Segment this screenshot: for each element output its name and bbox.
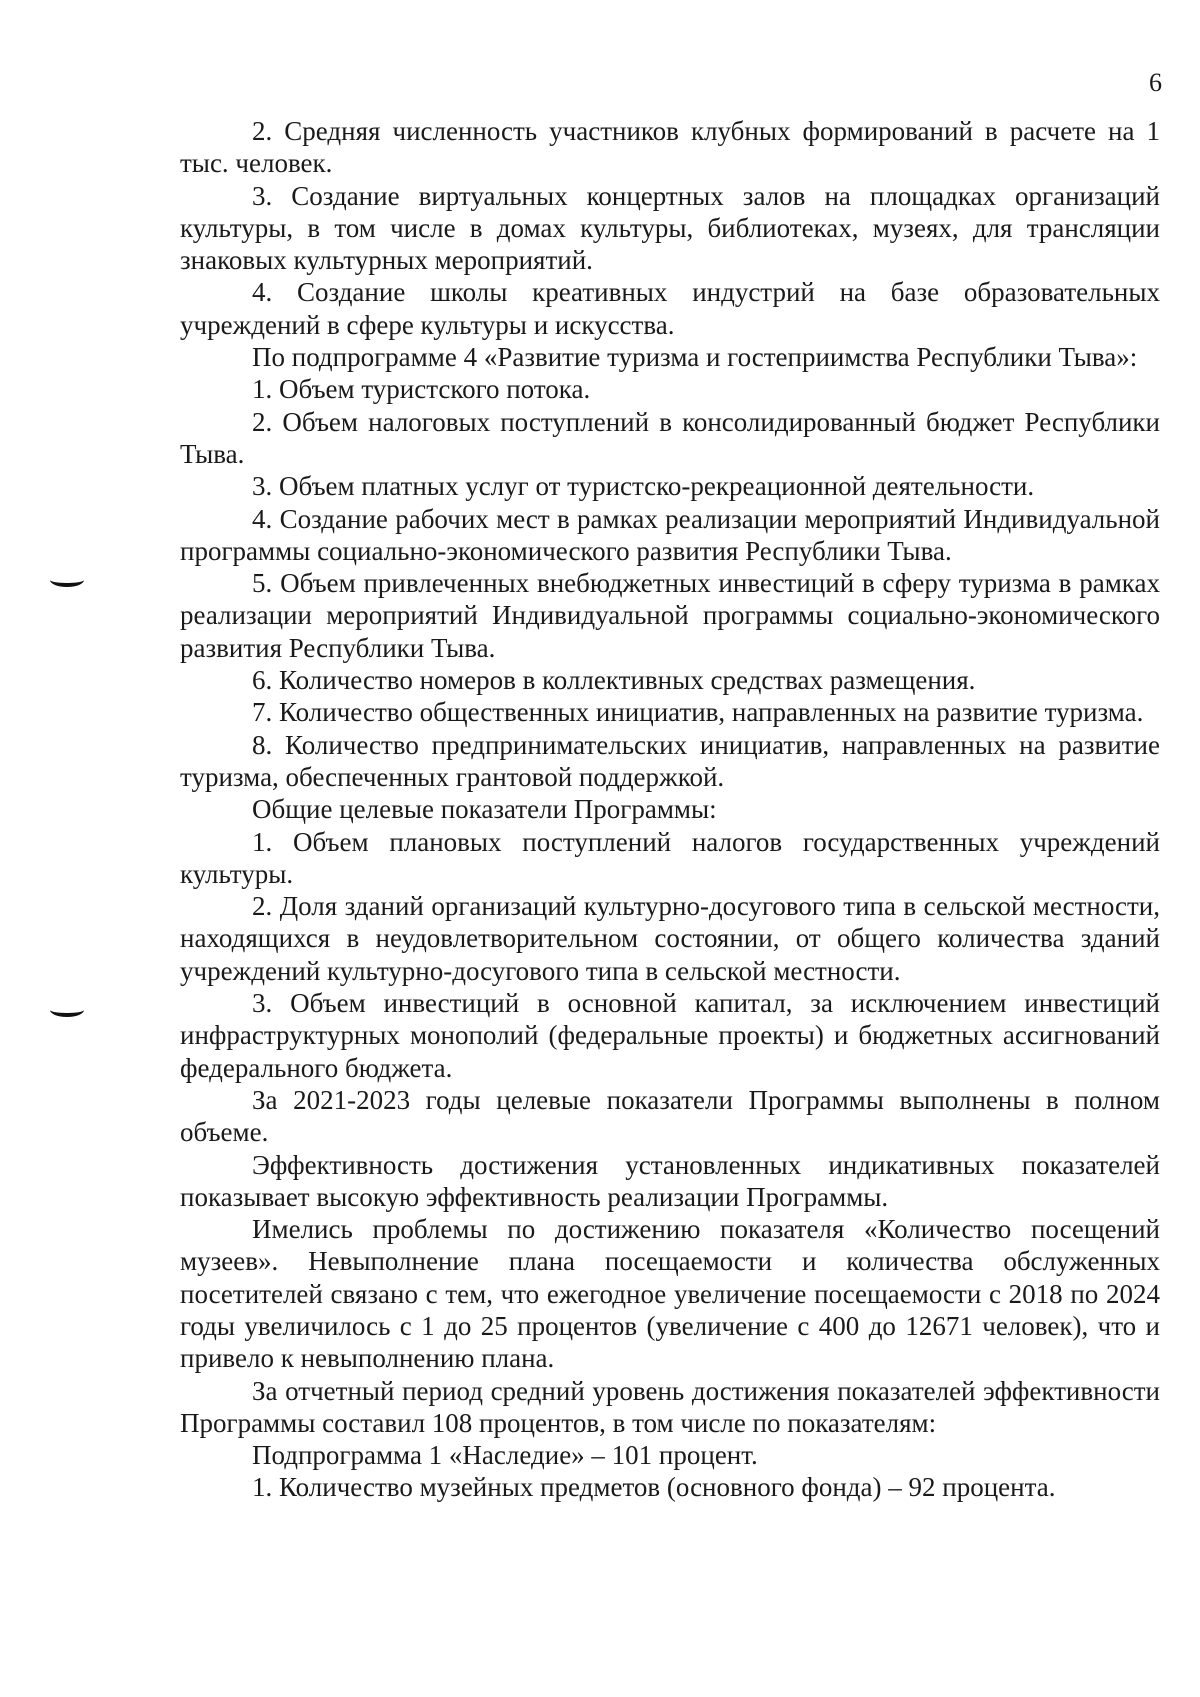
paragraph: Имелись проблемы по достижению показателя «Количество посещений музеев». Невыполнение плана посещаемости и количества обслуженных посетителей связано с тем, что ежегодное увеличение посещаемости с 2018 по 2024 годы увеличилось с 1 до 25 процентов (увеличение с 400 до 12671 человек), что и привело к невыполнению плана.	[180, 1214, 1160, 1374]
page-number: 6	[1149, 68, 1162, 97]
paragraph: 2. Средняя численность участников клубных формирований в расчете на 1 тыс. человек.	[180, 116, 1160, 179]
paragraph: За 2021-2023 годы целевые показатели Программы выполнены в полном объеме.	[180, 1084, 1160, 1148]
paragraph: По подпрограмме 4 «Развитие туризма и гостеприимства Республики Тыва»:	[252, 342, 1138, 373]
margin-mark	[50, 573, 84, 587]
paragraph: Эффективность достижения установленных индикативных показателей показывает высокую эффективность реализации Программы.	[180, 1149, 1160, 1212]
paragraph: Общие целевые показатели Программы:	[252, 794, 717, 825]
paragraph: 2. Доля зданий организаций культурно-досугового типа в сельской местности, находящихся в неудовлетворительном состоянии, от общего количества зданий учреждений культурно-досугового типа в сельской местности.	[180, 891, 1160, 986]
paragraph: 1. Количество музейных предметов (основного фонда) – 92 процента.	[252, 1472, 1056, 1503]
paragraph: 3. Объем инвестиций в основной капитал, за исключением инвестиций инфраструктурных монополий (федеральные проекты) и бюджетных ассигнований федерального бюджета.	[180, 988, 1160, 1083]
paragraph: За отчетный период средний уровень достижения показателей эффективности Программы составил 108 процентов, в том числе по показателям:	[180, 1375, 1160, 1438]
paragraph: 3. Объем платных услуг от туристско-рекреационной деятельности.	[252, 471, 1035, 502]
paragraph: 6. Количество номеров в коллективных средствах размещения.	[252, 665, 976, 696]
paragraph: 2. Объем налоговых поступлений в консолидированный бюджет Республики Тыва.	[180, 406, 1160, 469]
paragraph: 5. Объем привлеченных внебюджетных инвестиций в сферу туризма в рамках реализации мероприятий Индивидуальной программы социально-экономического развития Республики Тыва.	[180, 568, 1160, 663]
paragraph: 7. Количество общественных инициатив, направленных на развитие туризма.	[252, 697, 1144, 728]
paragraph: 1. Объем туристского потока.	[252, 374, 591, 405]
paragraph: 3. Создание виртуальных концертных залов на площадках организаций культуры, в том числе в домах культуры, библиотеках, музеях, для трансляции знаковых культурных мероприятий.	[180, 180, 1160, 276]
paragraph: 8. Количество предпринимательских инициатив, направленных на развитие туризма, обеспеченных грантовой поддержкой.	[180, 729, 1160, 792]
paragraph: 1. Объем плановых поступлений налогов государственных учреждений культуры.	[180, 826, 1160, 889]
margin-mark	[50, 1003, 84, 1017]
paragraph: 4. Создание рабочих мест в рамках реализации мероприятий Индивидуальной программы социально-экономического развития Республики Тыва.	[180, 503, 1160, 566]
document-body	[180, 115, 1160, 1504]
paragraph: 4. Создание школы креативных индустрий на базе образовательных учреждений в сфере культуры и искусства.	[180, 277, 1160, 340]
paragraph: Подпрограмма 1 «Наследие» – 101 процент.	[252, 1440, 758, 1471]
